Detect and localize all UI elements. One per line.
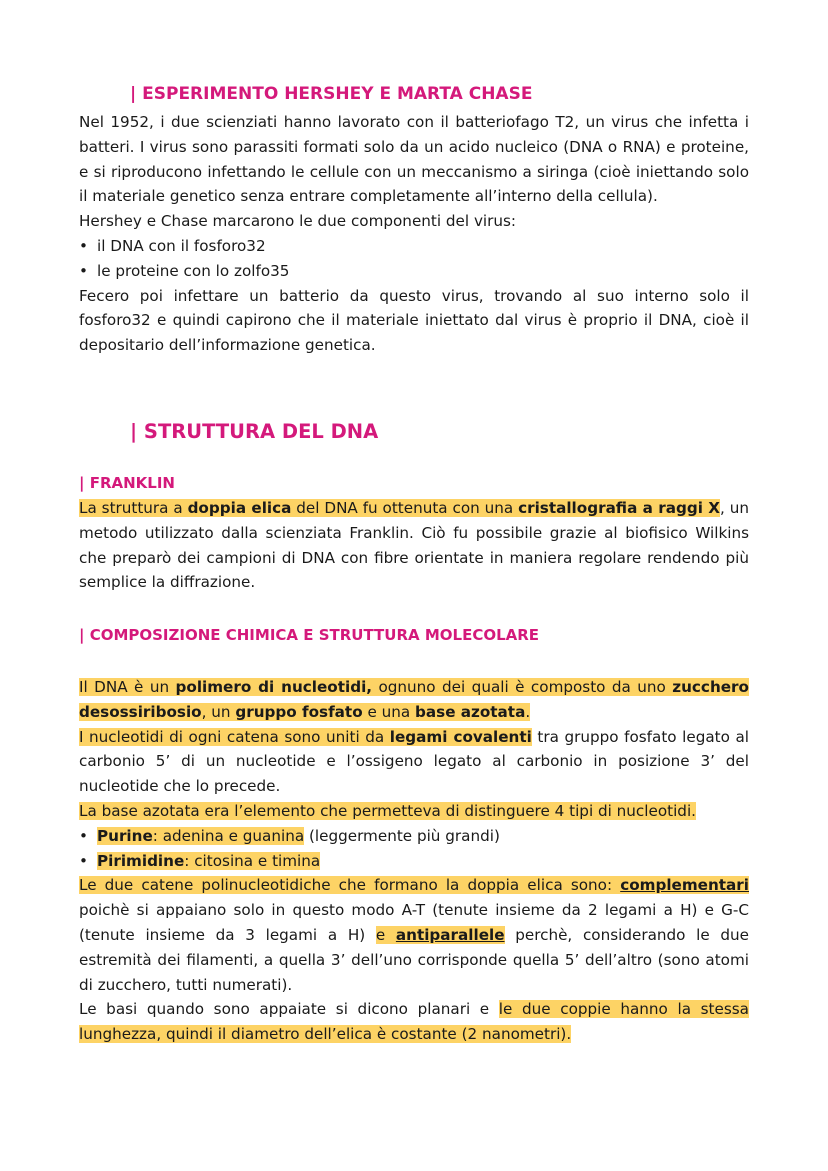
highlight-pyrimidines bbox=[97, 852, 320, 870]
text: del DNA fu ottenuta con una bbox=[291, 499, 519, 517]
text: perchè, considerando le due estremità dei filamenti, a quella 3’ dell’uno corrisponde quella 5’ dell’altro (sono atomi di zucchero, tutti numerati). bbox=[79, 925, 749, 994]
paragraph-bonds bbox=[79, 725, 749, 799]
section-franklin bbox=[79, 496, 749, 595]
heading-franklin: | FRANKLIN bbox=[79, 474, 175, 492]
paragraph-franklin bbox=[79, 496, 749, 595]
bullet-pyrimidines bbox=[79, 849, 749, 874]
bold-term: antiparallele bbox=[395, 925, 505, 944]
text: . bbox=[525, 702, 531, 721]
text: tra gruppo fosfato legato al carbonio 5’ di un nucleotide e l’ossigeno legato al carbonio in posizione 3’ del nucleotide che lo precede. bbox=[79, 727, 749, 796]
text: : adenina e guanina bbox=[152, 826, 305, 845]
bold-term: Pirimidine bbox=[97, 851, 185, 870]
bold-term: base azotata bbox=[415, 702, 526, 721]
paragraph-lead: Hershey e Chase marcarono le due componenti del virus: bbox=[79, 212, 517, 231]
heading-hershey-chase: | ESPERIMENTO HERSHEY E MARTA CHASE bbox=[130, 84, 533, 104]
text: La struttura a bbox=[79, 499, 188, 517]
bold-term: doppia elica bbox=[187, 499, 292, 517]
highlight-bases: La base azotata era l’elemento che permetteva di distinguere 4 tipi di nucleotidi. bbox=[79, 801, 696, 820]
highlight-antiparallel bbox=[376, 926, 505, 944]
bold-term: cristallografia a raggi X bbox=[518, 499, 721, 517]
paragraph-planar bbox=[79, 997, 749, 1047]
bold-term: polimero di nucleotidi, bbox=[175, 678, 373, 696]
paragraph-bases bbox=[79, 799, 749, 824]
text: , un bbox=[201, 702, 236, 721]
text: (leggermente più grandi) bbox=[304, 826, 500, 845]
paragraph-polymer bbox=[79, 675, 749, 725]
highlight-complementary bbox=[79, 876, 749, 894]
heading-dna-structure: | STRUTTURA DEL DNA bbox=[130, 420, 379, 443]
text: Le basi quando sono appaiate si dicono planari e bbox=[79, 1000, 499, 1019]
text: : citosina e timina bbox=[184, 851, 321, 870]
text: e una bbox=[362, 702, 416, 721]
paragraph-conclusion: Fecero poi infettare un batterio da questo virus, trovando al suo interno solo il fosforo32 e quindi capirono che il materiale iniettato dal virus è proprio il DNA, cioè il depositario dell’informazione genetica. bbox=[79, 286, 749, 355]
highlight-bonds bbox=[79, 728, 532, 746]
bold-term: complementari bbox=[620, 876, 749, 895]
bullet-proteins: • le proteine con lo zolfo35 bbox=[79, 259, 749, 284]
text: I nucleotidi di ogni catena sono uniti da bbox=[79, 727, 390, 746]
section-composition bbox=[79, 675, 749, 1047]
text: Le due catene polinucleotidiche che formano la doppia elica sono: bbox=[79, 876, 621, 895]
text: , un metodo utilizzato dalla scienziata Franklin. Ciò fu possibile grazie al biofisico Wilkins che preparò dei campioni di DNA con fibre orientate in maniera regolare rendendo più semplice la diffrazione. bbox=[79, 499, 749, 592]
text: ognuno dei quali è composto da uno bbox=[372, 678, 673, 696]
bold-term: legami covalenti bbox=[389, 727, 532, 746]
bold-term: gruppo fosfato bbox=[235, 702, 363, 721]
bullet-list-markers bbox=[79, 234, 749, 284]
paragraph-complementary bbox=[79, 873, 749, 997]
highlight-purines bbox=[97, 827, 304, 845]
heading-composition: | COMPOSIZIONE CHIMICA E STRUTTURA MOLECOLARE bbox=[79, 626, 540, 644]
paragraph-intro: Nel 1952, i due scienziati hanno lavorato con il batteriofago T2, un virus che infetta i batteri. I virus sono parassiti formati solo da un acido nucleico (DNA o RNA) e proteine, e si riproducono infettando le cellule con un meccanismo a siringa (cioè iniettando solo il materiale genetico senza entrare completamente all’interno della cellula). bbox=[79, 113, 749, 206]
text: poichè si appaiano solo in questo modo A-T (tenute insieme da 2 legami a H) e G-C (tenute insieme da 3 legami a H) bbox=[79, 901, 749, 944]
highlight-diameter: le due coppie hanno la stessa lunghezza, quindi il diametro dell’elica è costante (2 nanometri). bbox=[79, 1000, 749, 1044]
highlight-polymer bbox=[79, 678, 749, 721]
bullet-list-bases bbox=[79, 824, 749, 874]
bold-term: zucchero desossiribosio bbox=[79, 678, 749, 721]
section-hershey-chase bbox=[79, 110, 749, 358]
bullet-dna: • il DNA con il fosforo32 bbox=[79, 234, 749, 259]
text: Il DNA è un bbox=[79, 678, 176, 696]
text: e bbox=[375, 925, 396, 944]
bold-term: Purine bbox=[97, 826, 153, 845]
bullet-purines bbox=[79, 824, 749, 849]
highlight-1 bbox=[79, 499, 720, 517]
